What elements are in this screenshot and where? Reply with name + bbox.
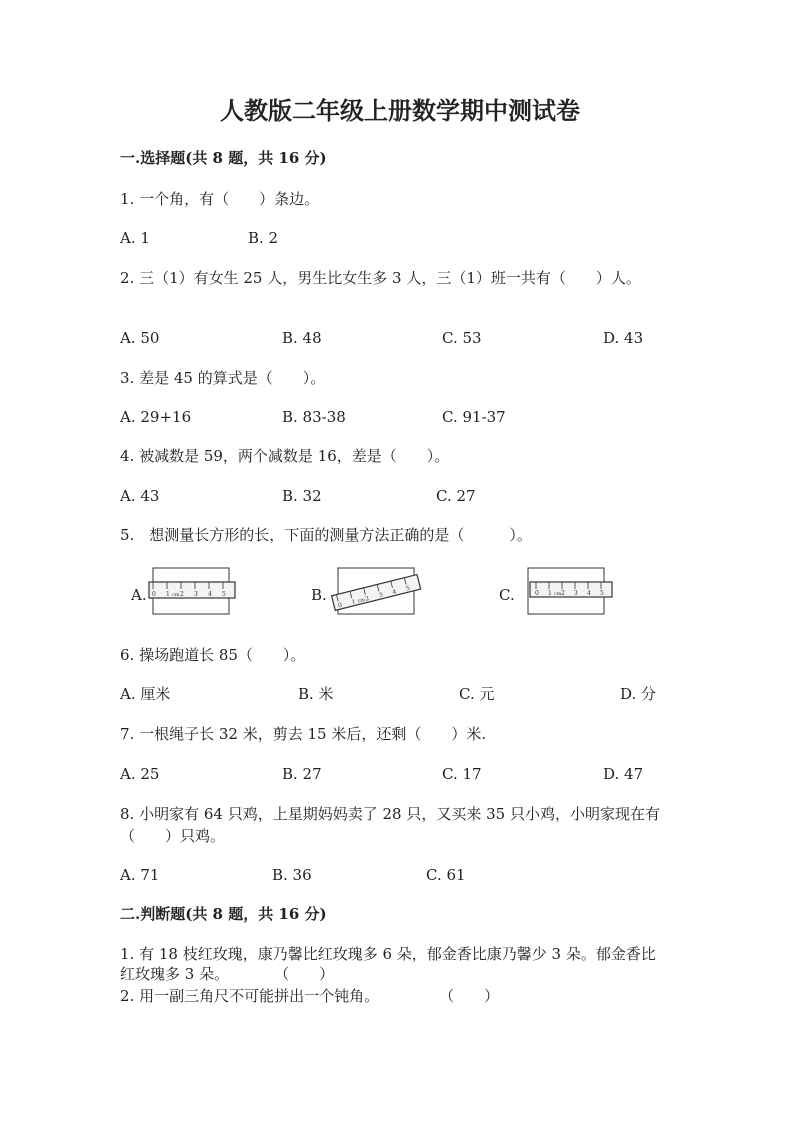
question-2-option-c[interactable]: C. 53 (442, 329, 482, 347)
ruler-a-label-0: 0 (152, 591, 156, 598)
ruler-b-label-0: 0 (337, 601, 343, 610)
question-3-option-a[interactable]: A. 29+16 (120, 408, 192, 426)
question-6-option-c[interactable]: C. 元 (459, 685, 495, 703)
judgement-1-line1: 1. 有 18 枝红玫瑰，康乃馨比红玫瑰多 6 朵，郁金香比康乃馨少 3 朵。郁金香比 (120, 945, 656, 963)
question-7-option-b[interactable]: B. 27 (282, 765, 322, 783)
ruler-c-label-3: 3 (574, 590, 578, 597)
figure-ruler-c (520, 562, 616, 620)
figure-ruler-a (147, 562, 239, 618)
ruler-b-label-3: 3 (378, 591, 384, 600)
ruler-b-label-cm: cm (357, 596, 366, 605)
question-2-option-a[interactable]: A. 50 (120, 329, 160, 347)
ruler-a-label-5: 5 (222, 591, 226, 598)
question-8-stem-line1: 8. 小明家有 64 只鸡，上星期妈妈卖了 28 只，又买来 35 只小鸡，小明家现在有 (120, 805, 660, 823)
ruler-a-label-4: 4 (208, 591, 212, 598)
ruler-c-label-0: 0 (535, 590, 539, 597)
question-3-option-c[interactable]: C. 91-37 (442, 408, 506, 426)
question-5-option-c[interactable]: C. (499, 586, 515, 604)
question-7-option-a[interactable]: A. 25 (120, 765, 160, 783)
ruler-c-label-cm: cm (554, 591, 562, 597)
judgement-1-line2: 红玫瑰多 3 朵。 （ ） (120, 965, 335, 983)
ruler-a-label-cm: cm (172, 592, 180, 598)
question-6-option-a[interactable]: A. 厘米 (120, 685, 171, 703)
question-4-option-c[interactable]: C. 27 (436, 487, 476, 505)
question-4-option-a[interactable]: A. 43 (120, 487, 160, 505)
question-5-stem: 5. 想测量长方形的长，下面的测量方法正确的是（ ）。 (120, 526, 532, 544)
question-2-stem: 2. 三（1）有女生 25 人，男生比女生多 3 人，三（1）班一共有（ ）人。 (120, 269, 641, 287)
question-7-stem: 7. 一根绳子长 32 米，剪去 15 米后，还剩（ ）米. (120, 725, 487, 743)
question-8-option-b[interactable]: B. 36 (272, 866, 312, 884)
question-3-stem: 3. 差是 45 的算式是（ ）。 (120, 369, 326, 387)
question-7-option-c[interactable]: C. 17 (442, 765, 482, 783)
question-1-option-b[interactable]: B. 2 (248, 229, 279, 247)
question-1-option-a[interactable]: A. 1 (120, 229, 150, 247)
section-heading-judgement: 二.判断题(共 8 题，共 16 分) (120, 905, 327, 923)
question-4-stem: 4. 被减数是 59，两个减数是 16，差是（ ）。 (120, 447, 450, 465)
question-7-option-d[interactable]: D. 47 (603, 765, 644, 783)
ruler-c-label-2: 2 (561, 590, 565, 597)
ruler-c-label-1: 1 (548, 590, 552, 597)
ruler-a-label-3: 3 (194, 591, 198, 598)
ruler-b-label-4: 4 (391, 588, 398, 596)
question-6-option-b[interactable]: B. 米 (298, 685, 334, 703)
question-6-option-d[interactable]: D. 分 (620, 685, 657, 703)
question-5-option-a[interactable]: A. (131, 586, 147, 604)
question-2-option-b[interactable]: B. 48 (282, 329, 322, 347)
question-2-option-d[interactable]: D. 43 (603, 329, 644, 347)
ruler-c-label-4: 4 (587, 590, 591, 597)
question-1-stem: 1. 一个角，有（ ）条边。 (120, 190, 320, 208)
section-heading-choice: 一.选择题(共 8 题，共 16 分) (120, 149, 327, 167)
ruler-a-label-1: 1 (166, 591, 170, 598)
question-8-option-a[interactable]: A. 71 (120, 866, 160, 884)
question-8-option-c[interactable]: C. 61 (426, 866, 466, 884)
question-4-option-b[interactable]: B. 32 (282, 487, 322, 505)
question-5-option-b[interactable]: B. (311, 586, 327, 604)
ruler-b-label-2: 2 (364, 594, 371, 603)
page-title: 人教版二年级上册数学期中测试卷 (220, 96, 580, 125)
ruler-c-label-5: 5 (600, 590, 604, 597)
ruler-b-label-1: 1 (351, 598, 357, 607)
ruler-b-label-5: 5 (405, 584, 411, 593)
question-6-stem: 6. 操场跑道长 85（ ）。 (120, 646, 306, 664)
ruler-a-label-2: 2 (180, 591, 184, 598)
judgement-2: 2. 用一副三角尺不可能拼出一个钝角。 （ ） (120, 987, 500, 1005)
question-8-stem-line2: （ ）只鸡。 (120, 827, 226, 845)
question-3-option-b[interactable]: B. 83-38 (282, 408, 346, 426)
figure-ruler-b (328, 562, 424, 620)
